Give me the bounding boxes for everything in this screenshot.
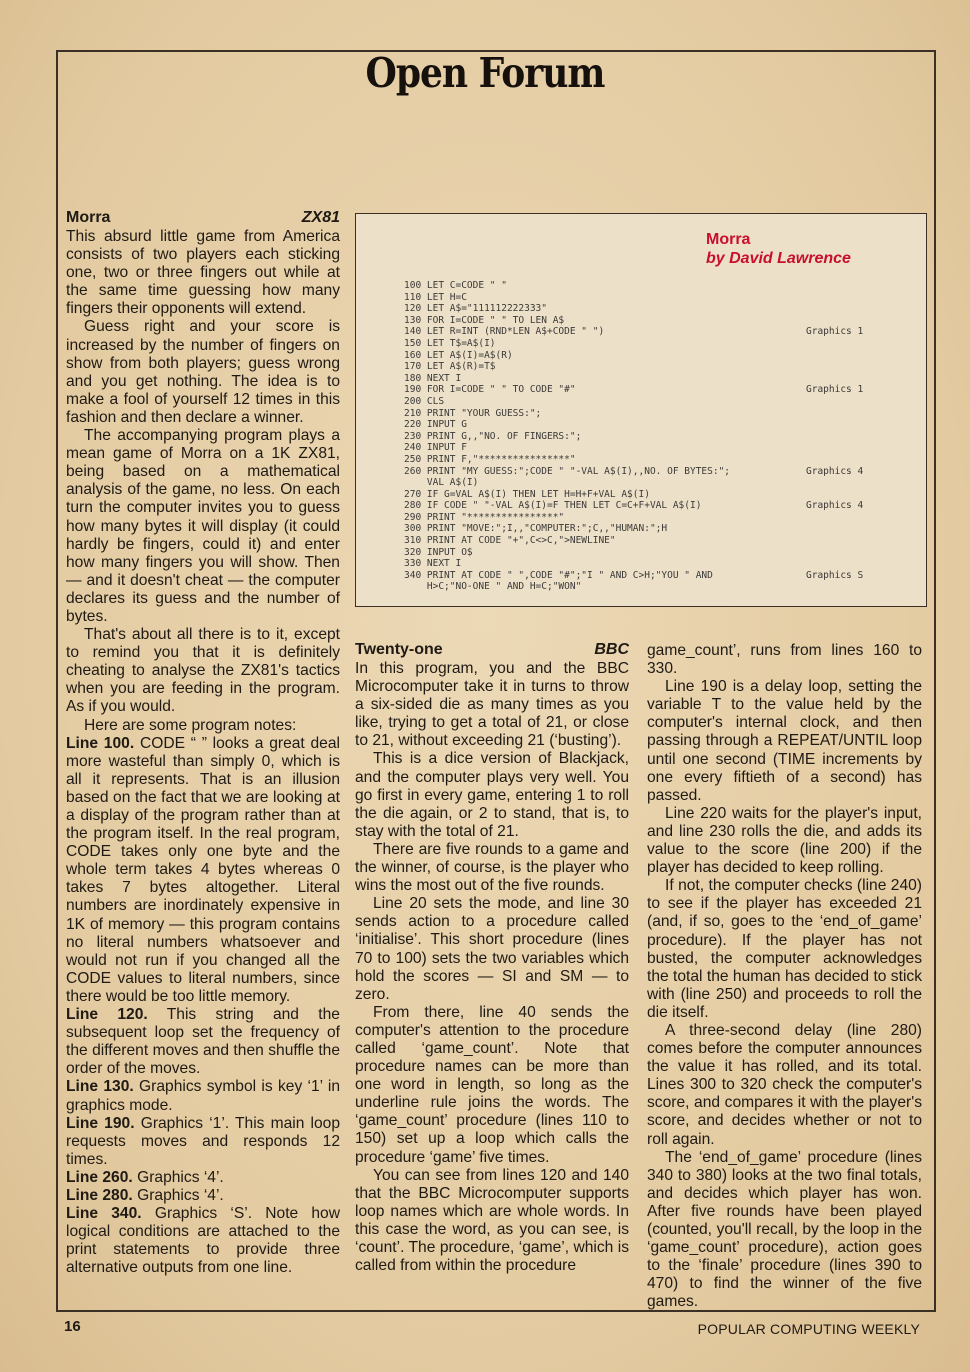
program-note-text: This string and the subsequent loop set the frequency of the different moves and then shuffle the order of the moves.: [66, 1006, 340, 1078]
code-line: [404, 581, 914, 593]
program-note-text: Graphics ‘1’. This main loop requests moves and responds 12 times.: [66, 1114, 340, 1168]
code-text: 110 LET H=C: [404, 291, 467, 303]
code-line: [404, 326, 914, 338]
code-text: VAL A$(I): [404, 477, 479, 489]
code-text: 340 PRINT AT CODE " ",CODE "#";"I " AND C>H;"YOU " AND: [404, 569, 713, 581]
program-note: [66, 735, 340, 1006]
code-text: 200 CLS: [404, 395, 445, 407]
code-line: [404, 338, 914, 350]
program-note-label: Line 340.: [66, 1205, 142, 1223]
twentyone-heading: [355, 640, 629, 659]
graphics-note: Graphics 1: [806, 326, 864, 338]
code-line: [404, 384, 914, 396]
code-text: 300 PRINT "MOVE:";I,,"COMPUTER:";C,,"HUMAN:";H: [404, 523, 668, 535]
code-text: 120 LET A$="111112222333": [404, 303, 547, 315]
twentyone-paragraph: The ‘end_of_game’ procedure (lines 340 to 380) looks at the two final totals, and decides which player has won. After five rounds have been played (counted, you'll recall, by the loop in the ‘game_count’ procedure), action goes to the ‘finale’ procedure (lines 390 to 470) to find the winner of the five games.: [647, 1148, 922, 1311]
graphics-note: Graphics 4: [806, 465, 864, 477]
section-title: Open Forum: [365, 48, 605, 98]
code-line: [404, 523, 914, 535]
code-text: 220 INPUT G: [404, 419, 467, 431]
morra-paragraph: The accompanying program plays a mean game of Morra on a 1K ZX81, being based on a mathematical analysis of the game, no less. On each turn the computer invites you to guess how many bytes it will display (it could hardly be fingers, could it) and enter how many fingers you will show. Then — and it doesn't cheat — the computer declares its guess and the number of bytes.: [66, 427, 340, 625]
twentyone-paragraph: Line 220 waits for the player's input, and line 230 rolls the die, and adds its value to the score (line 200) if the player has decided to keep rolling.: [647, 804, 922, 877]
code-line: [404, 280, 914, 292]
graphics-note: Graphics 1: [806, 384, 864, 396]
code-line: [404, 500, 914, 512]
code-line: [404, 512, 914, 524]
twentyone-paragraph: If not, the computer checks (line 240) to see if the player has exceeded 21 (and, if so, goes to the ‘end_of_game’ procedure). If the player has not busted, the computer acknowledges the total the human has decided to stick with (line 250) and proceeds to roll the die itself.: [647, 877, 922, 1021]
code-text: 290 PRINT "****************": [404, 511, 565, 523]
code-line: [404, 570, 914, 582]
code-line: [404, 558, 914, 570]
program-note-text: Graphics ‘4’.: [137, 1168, 224, 1186]
code-text: 320 INPUT O$: [404, 546, 473, 558]
code-line: [404, 408, 914, 420]
twentyone-paragraph: You can see from lines 120 and 140 that the BBC Microcomputer supports loop names which are whole words. In this case the word, as you can see, is ‘count’. The procedure, ‘game’, which is called from within the procedure: [355, 1166, 629, 1275]
code-line: [404, 547, 914, 559]
code-line: [404, 373, 914, 385]
twentyone-article-col1: [355, 640, 629, 1275]
twentyone-paragraph: Line 20 sets the mode, and line 30 sends action to a procedure called ‘initialise’. This short procedure (lines 70 to 100) sets the two variables which hold the scores — SI and SM — to zero.: [355, 895, 629, 1003]
code-text: 330 NEXT I: [404, 558, 462, 570]
twentyone-title: Twenty-one: [355, 641, 443, 658]
code-line: [404, 489, 914, 501]
twentyone-article-col2: [647, 642, 922, 1311]
code-line: [404, 315, 914, 327]
listing-author: by David Lawrence: [706, 250, 851, 267]
code-text: 230 PRINT G,,"NO. OF FINGERS:";: [404, 430, 582, 442]
program-note: [66, 1078, 340, 1114]
twentyone-paragraph: A three-second delay (line 280) comes before the computer announces the value it has rolled, and its total. Lines 300 to 320 check the computer's score, and compares it with the player's score, and decides whether or not to roll again.: [647, 1021, 922, 1148]
morra-title: Morra: [66, 209, 111, 226]
twentyone-paragraph: Line 190 is a delay loop, setting the variable T to the value held by the computer's internal clock, and then passing through a REPEAT/UNTIL loop until one second (TIME increments by one every fiftieth of a second) has passed.: [647, 678, 922, 804]
program-note-text: Graphics ‘4’.: [137, 1186, 224, 1204]
page-number: 16: [64, 1318, 81, 1335]
program-note-label: Line 280.: [66, 1186, 133, 1204]
program-note-text: CODE “ ” looks a great deal more wasteful than simply 0, which is all it represents. That is an illusion based on the fact that we are looking at a display of the program rather than at the program itself. In the real program, CODE takes only one byte and the whole term takes 4 bytes whereas 0 takes 7 bytes altogether. Literal numbers are inordinately expensive in 1K of memory — this program contains no literal numbers whatsoever and would not run if you changed all the CODE values to literal numbers, since there would be too little memory.: [66, 734, 340, 1005]
listing-title: Morra: [706, 231, 751, 248]
twentyone-paragraph: In this program, you and the BBC Microcomputer take it in turns to throw a six-sided die as many times as you like, trying to get a total of 21, or close to 21, without exceeding 21 (‘busting’).: [355, 660, 629, 750]
morra-article: [66, 208, 340, 1277]
code-line: [404, 431, 914, 443]
code-text: 130 FOR I=CODE " " TO LEN A$: [404, 314, 565, 326]
code-text: 160 LET A$(I)=A$(R): [404, 349, 513, 361]
program-note: [66, 1006, 340, 1078]
code-text: 210 PRINT "YOUR GUESS:";: [404, 407, 542, 419]
twentyone-paragraph: game_count’, runs from lines 160 to 330.: [647, 642, 922, 678]
listing-code: [404, 280, 914, 593]
program-listing-box: [355, 213, 927, 607]
code-text: 100 LET C=CODE " ": [404, 280, 507, 291]
code-line: [404, 466, 914, 478]
code-line: [404, 477, 914, 489]
code-text: 170 LET A$(R)=T$: [404, 361, 496, 373]
program-note-text: Graphics ‘S’. Note how logical conditions are attached to the print statements to provide three alternative outputs from one line.: [66, 1205, 340, 1277]
program-note: [66, 1187, 340, 1205]
code-line: [404, 303, 914, 315]
program-notes: [66, 735, 340, 1278]
program-note-text: Graphics symbol is key ‘1’ in graphics mode.: [66, 1078, 341, 1114]
code-text: 280 IF CODE " "-VAL A$(I)=F THEN LET C=C+F+VAL A$(I): [404, 500, 702, 512]
program-note: [66, 1205, 340, 1277]
morra-paragraph: Here are some program notes:: [84, 716, 297, 734]
code-line: [404, 361, 914, 373]
twentyone-paragraph: This is a dice version of Blackjack, and the computer plays very well. You go first in every game, entering 1 to roll the die again, or 2 to stand, that is, to stay with the total of 21.: [355, 750, 629, 840]
code-text: 240 INPUT F: [404, 442, 467, 454]
code-text: H>C;"NO-ONE " AND H=C;"WON": [404, 581, 582, 593]
code-text: 140 LET R=INT (RND*LEN A$+CODE " "): [404, 326, 605, 338]
code-line: [404, 535, 914, 547]
morra-heading: [66, 208, 340, 227]
program-note-label: Line 190.: [66, 1114, 135, 1132]
program-note-label: Line 120.: [66, 1006, 148, 1024]
code-text: 250 PRINT F,"****************": [404, 453, 576, 465]
program-note: [66, 1115, 340, 1169]
morra-paragraph: Guess right and your score is increased by the number of fingers on show from both players; guess wrong and you get nothing. The idea is to make a fool of yourself 12 times in this fashion and then declare a winner.: [66, 318, 340, 426]
program-note-label: Line 130.: [66, 1078, 134, 1096]
code-text: 270 IF G=VAL A$(I) THEN LET H=H+F+VAL A$(I): [404, 488, 650, 500]
graphics-note: Graphics 4: [806, 500, 864, 512]
morra-paragraph: That's about all there is to it, except to remind you that it is definitely cheating to analyse the ZX81's tactics when you are feeding in the program. As if you would.: [66, 626, 340, 716]
twentyone-paragraph: There are five rounds to a game and the winner, of course, is the player who wins the most out of the five rounds.: [355, 840, 629, 895]
twentyone-paragraph: From there, line 40 sends the computer's attention to the procedure called ‘game_count’. Note that procedure names can be more than one word in length, so long as the underline rule joins the words. The ‘game_count’ procedure (lines 110 to 150) set up a loop which calls the procedure ‘game’ five times.: [355, 1003, 629, 1166]
morra-paragraph: This absurd little game from America consists of two players each sticking one, two or three fingers out while at the same time guessing how many fingers their opponents will extend.: [66, 228, 340, 318]
code-text: 260 PRINT "MY GUESS:";CODE " "-VAL A$(I),,NO. OF BYTES:";: [404, 465, 731, 477]
program-note: [66, 1169, 340, 1187]
code-line: [404, 454, 914, 466]
graphics-note: Graphics S: [806, 569, 864, 581]
twentyone-system: BBC: [594, 641, 629, 658]
code-line: [404, 396, 914, 408]
code-text: 180 NEXT I: [404, 372, 462, 384]
morra-system: ZX81: [301, 209, 340, 226]
code-line: [404, 292, 914, 304]
magazine-name: POPULAR COMPUTING WEEKLY: [697, 1321, 920, 1337]
code-text: 310 PRINT AT CODE "+",C<>C,">NEWLINE": [404, 535, 616, 547]
program-note-label: Line 100.: [66, 734, 135, 752]
code-text: 190 FOR I=CODE " " TO CODE "#": [404, 384, 576, 396]
code-line: [404, 350, 914, 362]
code-text: 150 LET T$=A$(I): [404, 337, 496, 349]
code-line: [404, 419, 914, 431]
code-line: [404, 442, 914, 454]
program-note-label: Line 260.: [66, 1168, 133, 1186]
